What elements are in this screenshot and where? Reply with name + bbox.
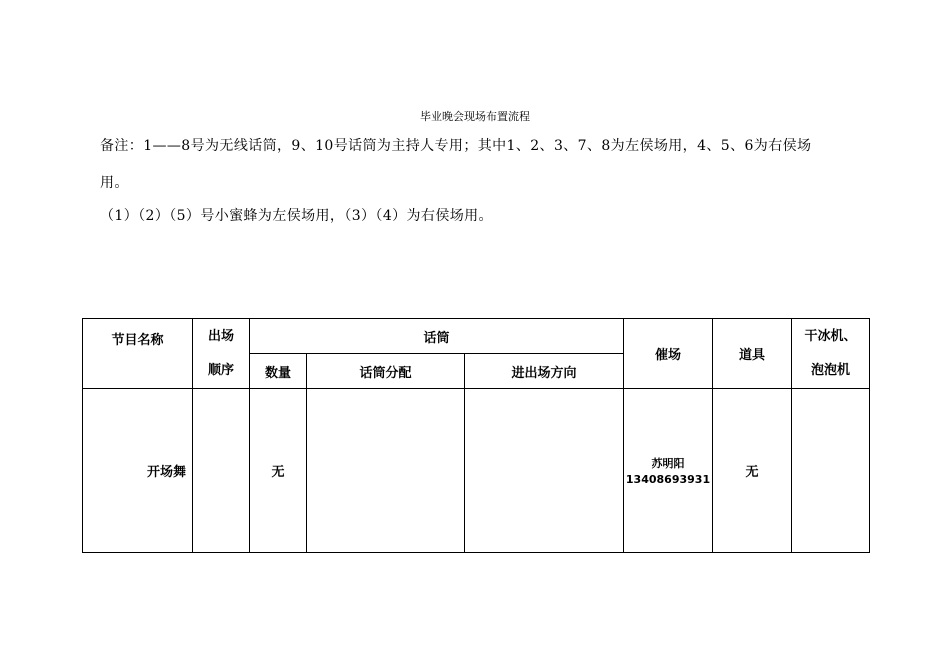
note-line-2: 用。 [100, 175, 129, 191]
header-effects [792, 319, 870, 389]
cell-cue [624, 389, 713, 553]
header-props: 道具 [713, 319, 792, 389]
cell-cue-phone: 13408693931 [625, 472, 711, 486]
table-header-row [83, 319, 870, 354]
header-order [193, 319, 250, 389]
cell-allocation [307, 389, 465, 553]
table-row [83, 389, 870, 553]
document-title: 毕业晚会现场布置流程 [420, 110, 530, 123]
note-line-3: （1）（2）（5）号小蜜蜂为左侯场用，（3）（4）为右侯场用。 [100, 208, 493, 224]
cell-props: 无 [713, 389, 792, 553]
header-order-line2: 顺序 [207, 362, 234, 378]
header-direction: 进出场方向 [465, 354, 624, 389]
cell-quantity: 无 [250, 389, 307, 553]
header-program-name: 节目名称 [83, 319, 193, 389]
cell-effects [792, 389, 870, 553]
cell-cue-name: 苏明阳 [651, 456, 685, 470]
header-effects-line2: 泡泡机 [811, 362, 851, 378]
header-effects-line1: 干冰机、 [804, 328, 857, 344]
cell-program-name: 开场舞 [83, 389, 193, 553]
header-order-line1: 出场 [207, 328, 234, 344]
header-allocation: 话筒分配 [307, 354, 465, 389]
header-quantity: 数量 [250, 354, 307, 389]
program-table [82, 318, 870, 553]
note-line-1: 备注：1——8号为无线话筒，9、10号话筒为主持人专用；其中1、2、3、7、8为左侯场用，4、5、6为右侯场 [100, 138, 812, 154]
header-microphone: 话筒 [250, 319, 624, 354]
header-cue: 催场 [624, 319, 713, 389]
cell-order [193, 389, 250, 553]
cell-direction [465, 389, 624, 553]
